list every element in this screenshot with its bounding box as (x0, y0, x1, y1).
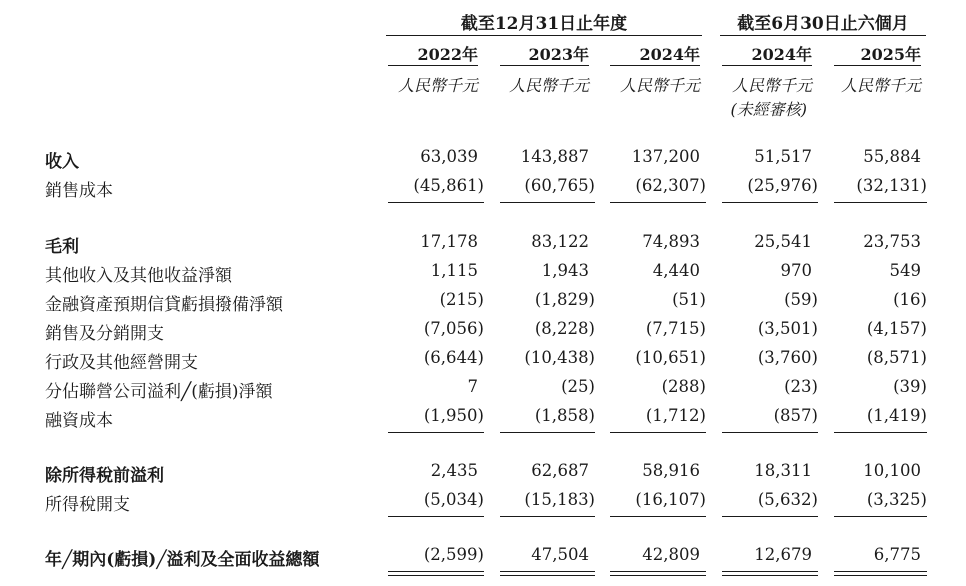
column-year-0: 2022年 (417, 45, 478, 64)
row-value: (25) (561, 377, 595, 396)
row-label: 收入 (45, 152, 79, 172)
subtotal-rule (500, 516, 595, 517)
row-value: (8,571) (866, 348, 927, 367)
row-label: 銷售成本 (45, 181, 113, 201)
row-value: 55,884 (863, 147, 921, 166)
row-value: (288) (661, 377, 706, 396)
row-value: (25,976) (747, 176, 818, 195)
column-year-4: 2025年 (860, 45, 921, 64)
row-value: 47,504 (531, 545, 589, 564)
row-value: (10,438) (524, 348, 595, 367)
row-value: 74,893 (642, 232, 700, 251)
subtotal-rule (834, 202, 927, 203)
group-header-interim: 截至6月30日止六個月 (737, 14, 909, 34)
column-note-3: (未經審核) (730, 100, 807, 119)
total-double-rule (610, 571, 706, 576)
row-value: 62,687 (531, 461, 589, 480)
row-value: (3,501) (757, 319, 818, 338)
column-year-rule (722, 65, 812, 66)
row-value: 549 (889, 261, 921, 280)
total-double-rule (722, 571, 818, 576)
row-value: 4,440 (652, 261, 700, 280)
column-unit-2: 人民幣千元 (619, 76, 700, 95)
row-value: 970 (780, 261, 812, 280)
row-value: (5,034) (423, 490, 484, 509)
row-value: (10,651) (635, 348, 706, 367)
row-value: 7 (467, 377, 478, 396)
subtotal-rule (610, 516, 706, 517)
subtotal-rule (722, 202, 818, 203)
column-year-rule (388, 65, 478, 66)
row-label: 所得稅開支 (45, 495, 130, 515)
column-year-rule (834, 65, 921, 66)
row-value: (7,715) (645, 319, 706, 338)
row-value: 58,916 (642, 461, 700, 480)
row-value: (45,861) (413, 176, 484, 195)
row-value: (7,056) (423, 319, 484, 338)
row-value: 42,809 (642, 545, 700, 564)
row-label: 其他收入及其他收益淨額 (45, 266, 232, 286)
column-year-3: 2024年 (751, 45, 812, 64)
column-year-2: 2024年 (639, 45, 700, 64)
row-value: (60,765) (524, 176, 595, 195)
column-unit-4: 人民幣千元 (840, 76, 921, 95)
row-value: (32,131) (856, 176, 927, 195)
group-rule-interim (720, 35, 926, 36)
row-value: (59) (784, 290, 818, 309)
row-value: 63,039 (420, 147, 478, 166)
subtotal-rule (722, 432, 818, 433)
row-value: (4,157) (866, 319, 927, 338)
row-value: (39) (893, 377, 927, 396)
subtotal-rule (834, 516, 927, 517)
total-double-rule (834, 571, 927, 576)
row-value: 6,775 (873, 545, 921, 564)
subtotal-rule (388, 202, 484, 203)
row-value: (1,950) (423, 406, 484, 425)
subtotal-rule (500, 202, 595, 203)
row-value: (1,419) (866, 406, 927, 425)
row-value: 51,517 (754, 147, 812, 166)
row-value: 23,753 (863, 232, 921, 251)
row-label: 分佔聯營公司溢利╱(虧損)淨額 (45, 382, 273, 402)
row-value: (1,858) (534, 406, 595, 425)
row-value: (16) (893, 290, 927, 309)
row-value: (1,712) (645, 406, 706, 425)
row-value: 17,178 (420, 232, 478, 251)
row-value: (23) (784, 377, 818, 396)
column-unit-0: 人民幣千元 (397, 76, 478, 95)
column-year-rule (500, 65, 589, 66)
row-value: 137,200 (631, 147, 700, 166)
row-label: 金融資產預期信貸虧損撥備淨額 (45, 295, 283, 315)
subtotal-rule (722, 516, 818, 517)
group-rule-annual (386, 35, 702, 36)
row-label: 除所得稅前溢利 (45, 466, 164, 486)
row-value: 1,115 (430, 261, 478, 280)
row-value: (62,307) (635, 176, 706, 195)
subtotal-rule (388, 516, 484, 517)
group-header-annual: 截至12月31日止年度 (460, 14, 628, 34)
row-label: 毛利 (45, 237, 79, 257)
row-value: 143,887 (520, 147, 589, 166)
row-value: (15,183) (524, 490, 595, 509)
row-value: 2,435 (430, 461, 478, 480)
row-value: 18,311 (754, 461, 812, 480)
row-value: (8,228) (534, 319, 595, 338)
row-label: 銷售及分銷開支 (45, 324, 164, 344)
column-year-1: 2023年 (528, 45, 589, 64)
row-value: 10,100 (863, 461, 921, 480)
column-unit-1: 人民幣千元 (508, 76, 589, 95)
row-value: (857) (773, 406, 818, 425)
column-year-rule (610, 65, 700, 66)
total-double-rule (388, 571, 484, 576)
column-unit-3: 人民幣千元 (731, 76, 812, 95)
subtotal-rule (388, 432, 484, 433)
subtotal-rule (610, 202, 706, 203)
total-double-rule (500, 571, 595, 576)
row-value: (2,599) (423, 545, 484, 564)
subtotal-rule (610, 432, 706, 433)
row-label: 年╱期內(虧損)╱溢利及全面收益總額 (45, 550, 320, 570)
row-value: (16,107) (635, 490, 706, 509)
row-value: (215) (439, 290, 484, 309)
row-value: 12,679 (754, 545, 812, 564)
row-label: 融資成本 (45, 411, 113, 431)
row-value: 1,943 (541, 261, 589, 280)
row-value: 83,122 (531, 232, 589, 251)
row-value: (3,325) (866, 490, 927, 509)
row-value: 25,541 (754, 232, 812, 251)
row-value: (1,829) (534, 290, 595, 309)
row-value: (3,760) (757, 348, 818, 367)
row-label: 行政及其他經營開支 (45, 353, 198, 373)
row-value: (51) (672, 290, 706, 309)
subtotal-rule (500, 432, 595, 433)
subtotal-rule (834, 432, 927, 433)
row-value: (6,644) (423, 348, 484, 367)
row-value: (5,632) (757, 490, 818, 509)
